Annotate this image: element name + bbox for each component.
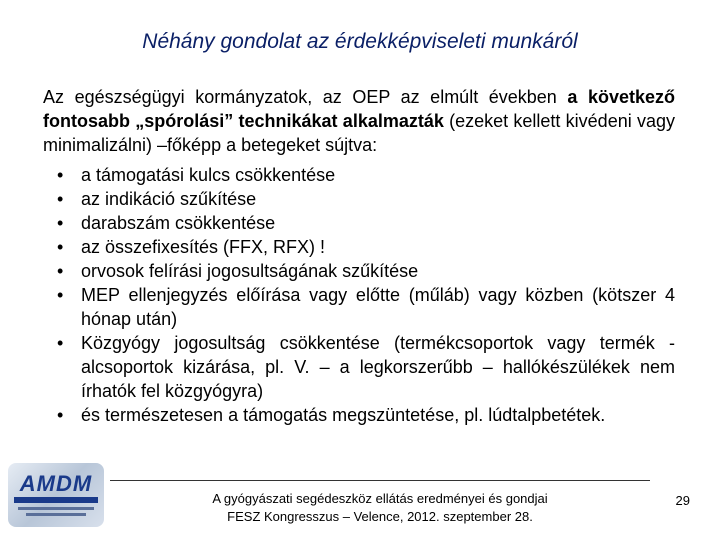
bullet-item: • orvosok felírási jogosultságának szűkítése bbox=[43, 259, 675, 283]
intro-paragraph bbox=[43, 85, 675, 157]
footer-divider bbox=[110, 480, 650, 481]
bullet-list bbox=[43, 163, 675, 427]
logo-bar bbox=[14, 497, 98, 503]
organization-logo bbox=[8, 463, 104, 527]
bullet-item: • darabszám csökkentése bbox=[43, 211, 675, 235]
logo-subtext-line bbox=[26, 513, 86, 516]
bullet-item: • az indikáció szűkítése bbox=[43, 187, 675, 211]
footer-caption bbox=[160, 490, 600, 526]
footer-line-1: A gyógyászati segédeszköz ellátás eredményei és gondjai bbox=[212, 491, 548, 506]
bullet-item: • az összefixesítés (FFX, RFX) ! bbox=[43, 235, 675, 259]
intro-text-3: (ezeket kellett kivédeni vagy minimalizálni) –főképp a betegeket sújtva: bbox=[43, 111, 675, 155]
bullet-item: • MEP ellenjegyzés előírása vagy előtte (műláb) vagy közben (kötszer 4 hónap után) bbox=[43, 283, 675, 331]
bullet-item: • a támogatási kulcs csökkentése bbox=[43, 163, 675, 187]
slide-title: Néhány gondolat az érdekképviseleti munkáról bbox=[142, 30, 578, 53]
logo-subtext-line bbox=[18, 507, 94, 510]
page-number: 29 bbox=[675, 493, 690, 508]
intro-text-bold: a következő fontosabb „spórolási” technikákat alkalmazták bbox=[43, 87, 675, 131]
footer-line-2: FESZ Kongresszus – Velence, 2012. szeptember 28. bbox=[227, 509, 533, 524]
bullet-item: • Közgyógy jogosultság csökkentése (termékcsoportok vagy termék -alcsoportok kizárása, pl. V. – a legkorszerűbb – hallókészülékek nem írhatók fel közgyógyra) bbox=[43, 331, 675, 403]
intro-text-1: Az egészségügyi kormányzatok, az OEP az elmúlt években bbox=[43, 87, 568, 107]
logo-text: AMDM bbox=[19, 471, 93, 496]
bullet-item: • és természetesen a támogatás megszüntetése, pl. lúdtalpbetétek. bbox=[43, 403, 675, 427]
